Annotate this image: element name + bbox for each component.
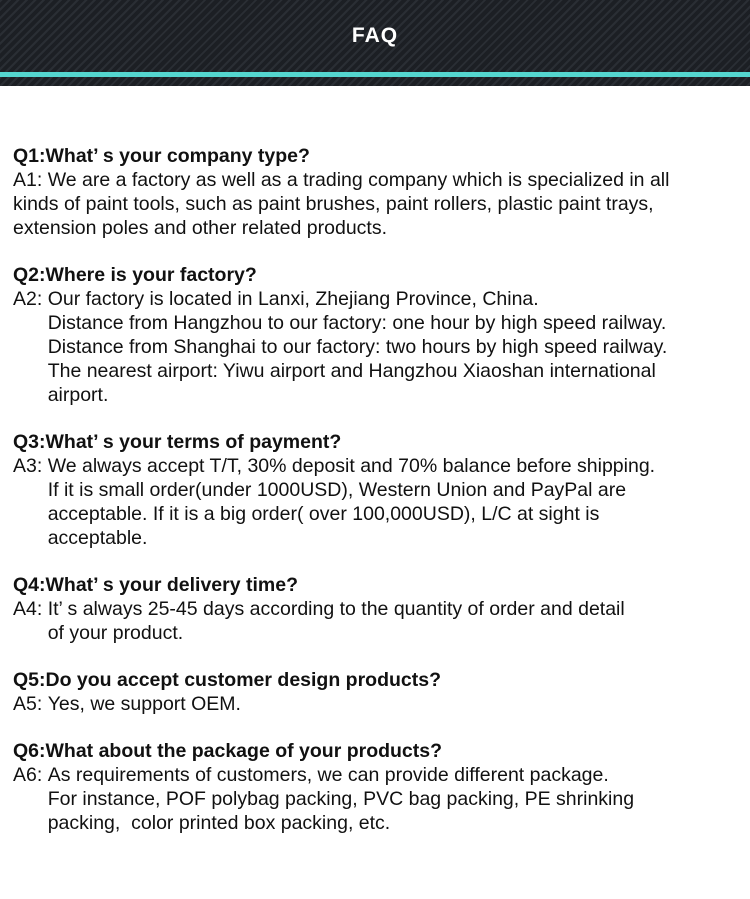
answer-line: It’ s always 25-45 days according to the quantity of order and detail [47, 598, 625, 620]
answer-label: A3: [13, 455, 48, 477]
answer-line: Yes, we support OEM. [47, 693, 241, 715]
answer-line: The nearest airport: Yiwu airport and Hangzhou Xiaoshan international [47, 360, 656, 382]
faq-list [13, 144, 748, 858]
header-title: FAQ [351, 24, 399, 47]
answer-line: extension poles and other related products. [13, 217, 387, 239]
answer-line: We always accept T/T, 30% deposit and 70% balance before shipping. [47, 455, 656, 477]
faq-item-2 [13, 263, 748, 407]
answer-line: If it is small order(under 1000USD), Western Union and PayPal are [47, 479, 627, 501]
answer-line: kinds of paint tools, such as paint brushes, paint rollers, plastic paint trays, [13, 193, 654, 215]
faq-question-4: Q4:What’ s your delivery time? [13, 574, 298, 596]
faq-answer-5 [13, 692, 748, 716]
answer-label: A4: [13, 598, 48, 620]
answer-label: A2: [13, 288, 48, 310]
faq-question-3: Q3:What’ s your terms of payment? [13, 431, 342, 453]
answer-label: A5: [13, 693, 48, 715]
faq-header [0, 0, 750, 86]
faq-answer-6 [13, 763, 748, 835]
answer-line: packing, color printed box packing, etc. [47, 812, 391, 834]
faq-item-4 [13, 573, 748, 645]
answer-line: Distance from Hangzhou to our factory: one hour by high speed railway. [47, 312, 667, 334]
faq-answer-3 [13, 454, 748, 550]
answer-line: For instance, POF polybag packing, PVC bag packing, PE shrinking [47, 788, 635, 810]
header-accent-line [0, 72, 750, 77]
faq-item-3 [13, 430, 748, 550]
faq-answer-1 [13, 168, 748, 192]
faq-item-6 [13, 739, 748, 835]
faq-item-1 [13, 144, 748, 240]
faq-answer-4 [13, 597, 748, 645]
faq-question-1: Q1:What’ s your company type? [13, 145, 310, 167]
faq-question-5: Q5:Do you accept customer design products? [13, 669, 441, 691]
faq-question-6: Q6:What about the package of your products? [13, 740, 443, 762]
answer-line: As requirements of customers, we can provide different package. [47, 764, 609, 786]
answer-line: We are a factory as well as a trading company which is specialized in all [47, 169, 670, 191]
faq-item-5 [13, 668, 748, 716]
answer-label: A1: [13, 169, 48, 191]
answer-line: acceptable. If it is a big order( over 100,000USD), L/C at sight is [47, 503, 600, 525]
faq-question-2: Q2:Where is your factory? [13, 264, 257, 286]
answer-line: Our factory is located in Lanxi, Zhejiang Province, China. [47, 288, 539, 310]
answer-line: acceptable. [47, 527, 148, 549]
answer-line: Distance from Shanghai to our factory: two hours by high speed railway. [47, 336, 668, 358]
answer-line: airport. [47, 384, 109, 406]
answer-label: A6: [13, 764, 48, 786]
answer-line: of your product. [47, 622, 184, 644]
faq-answer-2 [13, 287, 748, 407]
